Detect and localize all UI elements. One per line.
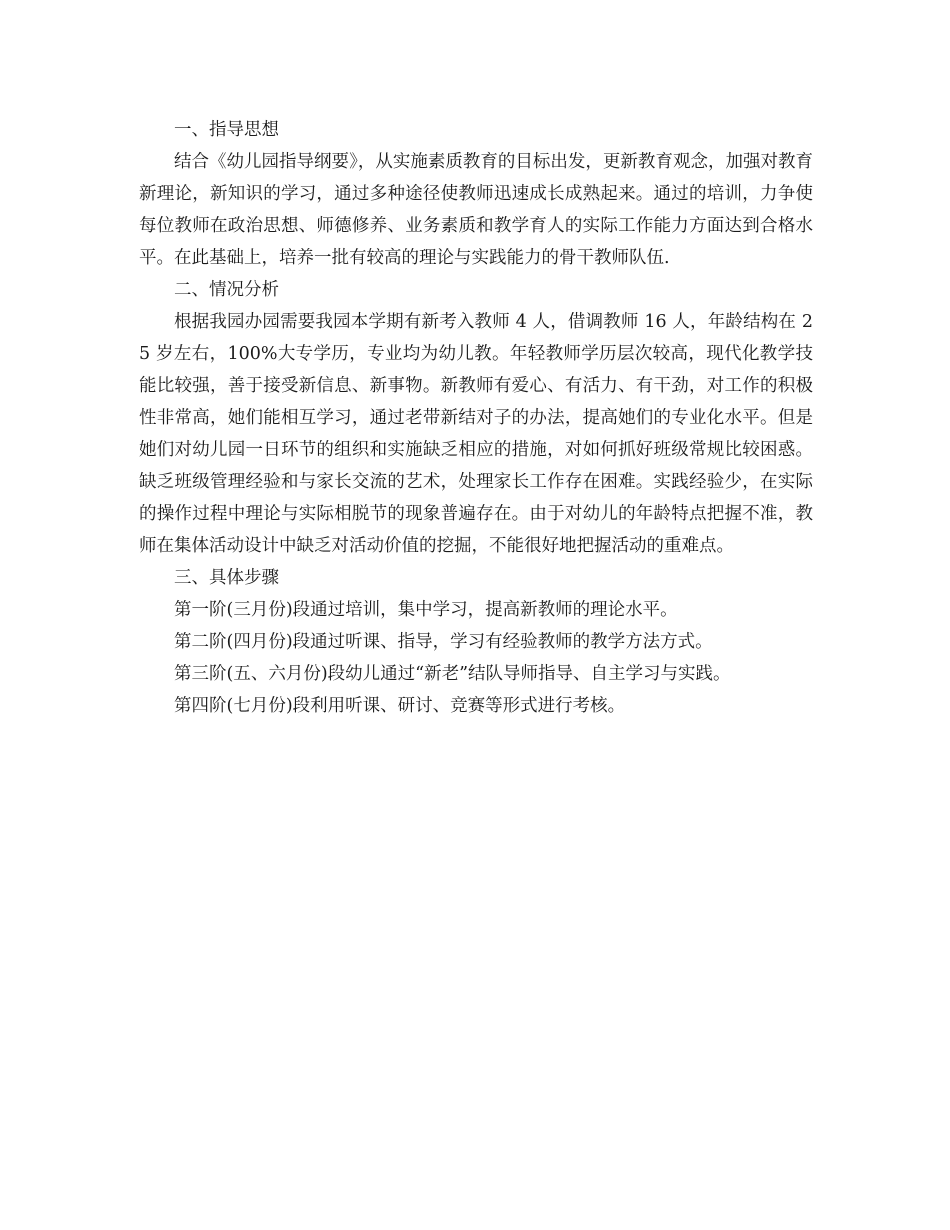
- section-heading: 二、情况分析: [174, 280, 279, 300]
- section-specific-steps: [139, 562, 813, 722]
- step-item: 第四阶(七月份)段利用听课、研讨、竞赛等形式进行考核。: [174, 696, 626, 716]
- step-item: 第二阶(四月份)段通过听课、指导，学习有经验教师的教学方法方式。: [174, 632, 713, 652]
- section-heading: 三、具体步骤: [174, 568, 279, 588]
- step-item: 第一阶(三月份)段通过培训，集中学习，提高新教师的理论水平。: [174, 600, 678, 620]
- document-body: [139, 114, 813, 722]
- paragraph: 根据我园办园需要我园本学期有新考入教师 4 人，借调教师 16 人，年龄结构在 25 岁左右，100%大专学历，专业均为幼儿教。年轻教师学历层次较高，现代化教学技能比较强，善于接受新信息、新事物。新教师有爱心、有活力、有干劲，对工作的积极性非常高，她们能相互学习，通过老带新结对子的办法，提高她们的专业化水平。但是她们对幼儿园一日环节的组织和实施缺乏相应的措施，对如何抓好班级常规比较困惑。缺乏班级管理经验和与家长交流的艺术，处理家长工作存在困难。实践经验少，在实际的操作过程中理论与实际相脱节的现象普遍存在。由于对幼儿的年龄特点把握不准，教师在集体活动设计中缺乏对活动价值的挖掘，不能很好地把握活动的重难点。: [139, 312, 813, 556]
- step-item: 第三阶(五、六月份)段幼儿通过“新老”结队导师指导、自主学习与实践。: [174, 664, 731, 684]
- section-heading: 一、指导思想: [174, 120, 279, 140]
- paragraph: 结合《幼儿园指导纲要》，从实施素质教育的目标出发，更新教育观念，加强对教育新理论，新知识的学习，通过多种途径使教师迅速成长成熟起来。通过的培训，力争使每位教师在政治思想、师德修养、业务素质和教学育人的实际工作能力方面达到合格水平。在此基础上，培养一批有较高的理论与实践能力的骨干教师队伍.: [139, 152, 813, 268]
- section-situation-analysis: [139, 274, 813, 562]
- section-guiding-thought: [139, 114, 813, 274]
